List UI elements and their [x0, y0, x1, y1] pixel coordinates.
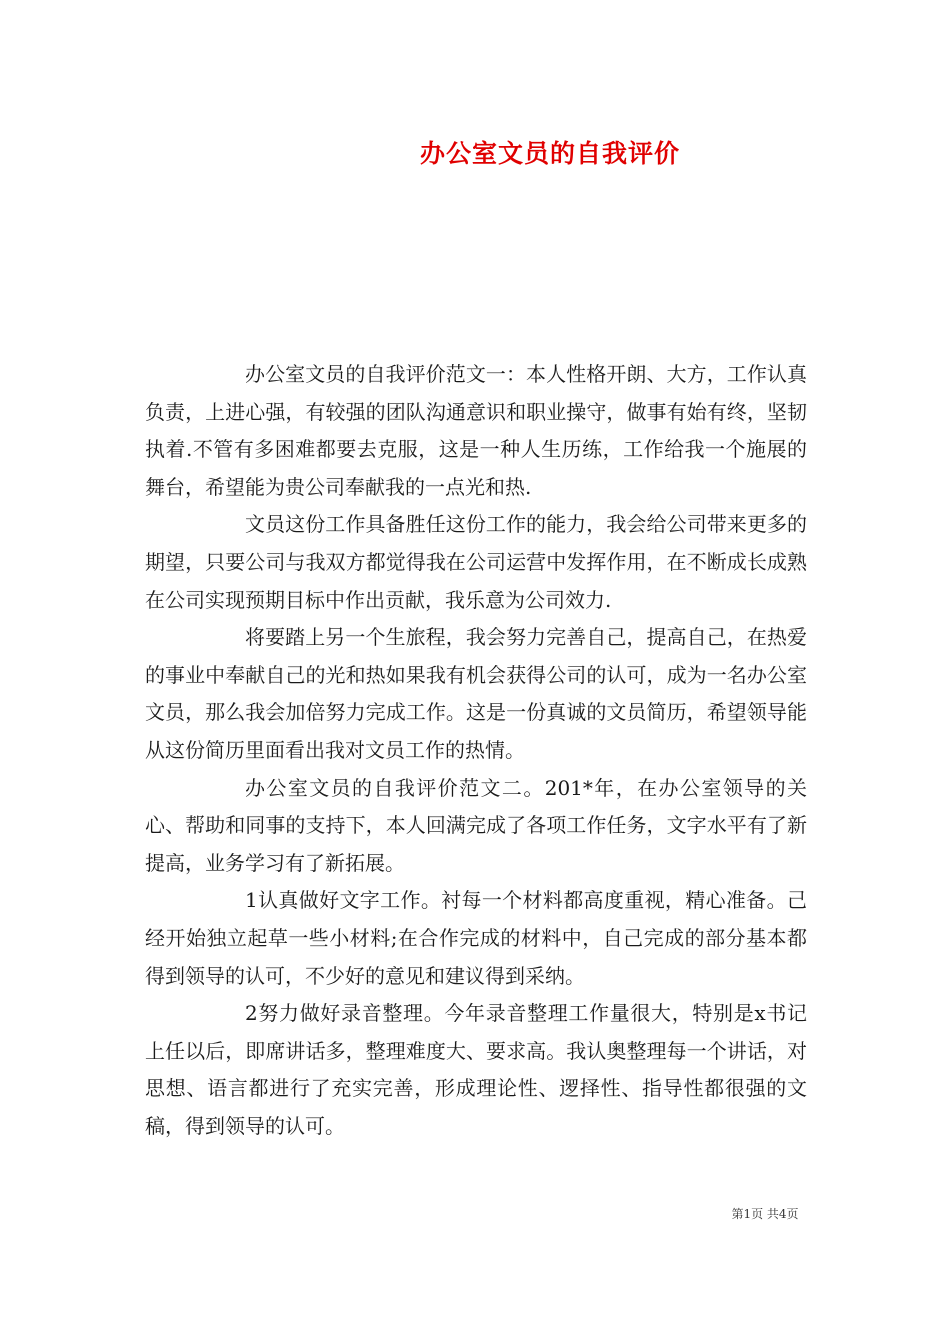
paragraph-2: 文员这份工作具备胜任这份工作的能力，我会给公司带来更多的期望，只要公司与我双方都觉得我在公司运营中发挥作用，在不断成长成熟在公司实现预期目标中作出贡献，我乐意为公司效力.: [145, 512, 807, 612]
paragraph-4: 办公室文员的自我评价范文二。201*年，在办公室领导的关心、帮助和同事的支持下，本人回满完成了各项工作任务，文字水平有了新提高，业务学习有了新拓展。: [145, 775, 807, 875]
paragraph-6: 2努力做好录音整理。今年录音整理工作量很大，特别是x书记上任以后，即席讲话多，整理难度大、要求高。我认奥整理每一个讲话，对思想、语言都进行了充实完善，形成理论性、逻择性、指导性都很强的文稿，得到领导的认可。: [145, 1001, 807, 1138]
document-title: 办公室文员的自我评价: [419, 139, 680, 168]
paragraph-3: 将要踏上另一个生旅程，我会努力完善自己，提高自己，在热爱的事业中奉献自己的光和热如果我有机会获得公司的认可，成为一名办公室文员，那么我会加倍努力完成工作。这是一份真诚的文员简历，希望领导能从这份简历里面看出我对文员工作的热情。: [145, 625, 807, 762]
page-footer: 第1页 共4页: [731, 1207, 799, 1221]
paragraph-1: 办公室文员的自我评价范文一：本人性格开朗、大方，工作认真负责，上进心强，有较强的团队沟通意识和职业操守，做事有始有终，坚韧执着.不管有多困难都要去克服，这是一种人生历练，工作给我一个施展的舞台，希望能为贵公司奉献我的一点光和热.: [145, 362, 807, 499]
paragraph-5: 1认真做好文字工作。衬每一个材料都高度重视，精心准备。己经开始独立起草一些小材料;在合作完成的材料中，自己完成的部分基本都得到领导的认可，不少好的意见和建议得到采纳。: [145, 888, 807, 988]
document-body: [145, 356, 807, 1145]
